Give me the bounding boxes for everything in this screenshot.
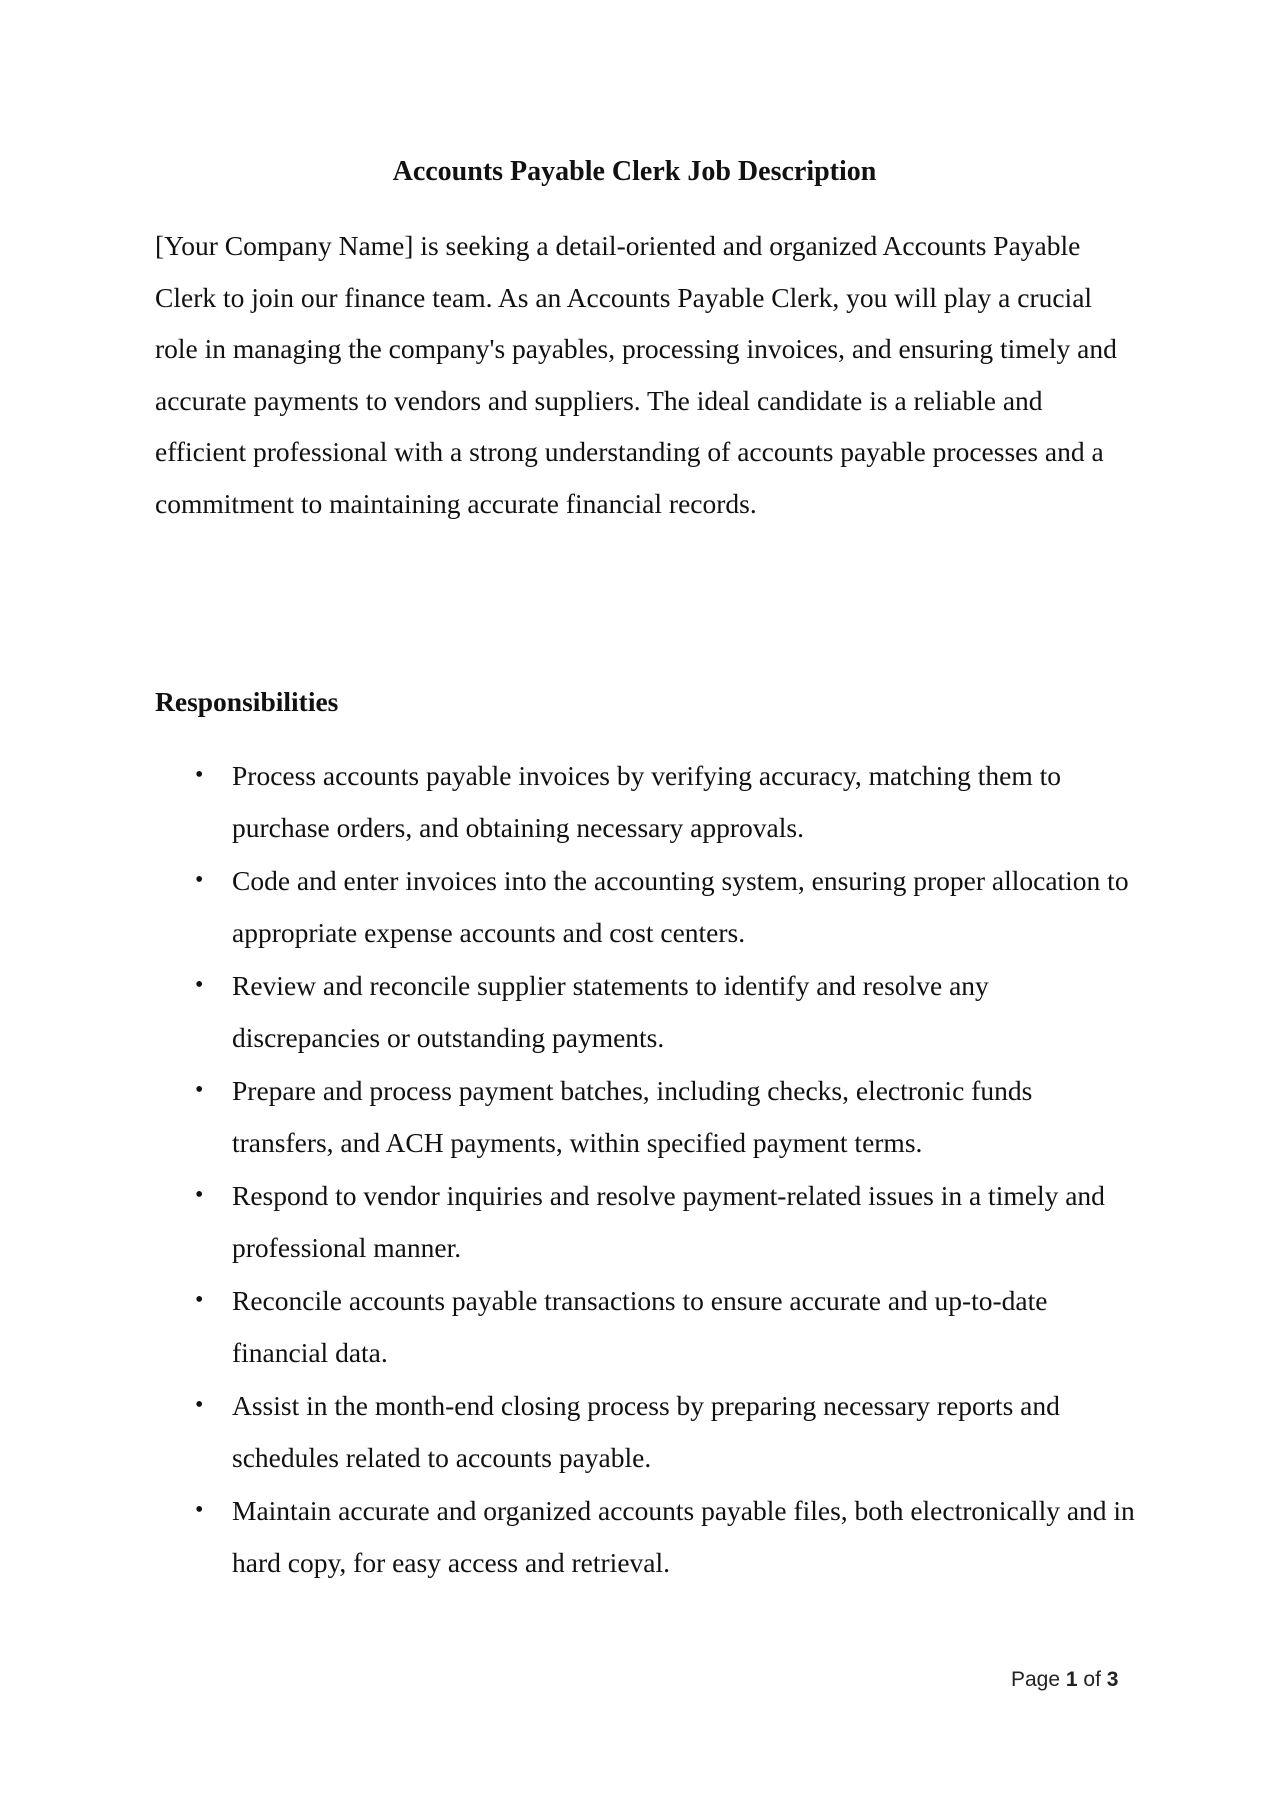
- bullet-icon: •: [195, 867, 204, 893]
- responsibilities-heading: Responsibilities: [155, 686, 339, 717]
- bullet-icon: •: [195, 762, 204, 788]
- list-item: [155, 1065, 1135, 1168]
- list-item-text: Assist in the month-end closing process by preparing necessary reports and schedules related to accounts payable.: [232, 1390, 1060, 1473]
- responsibilities-list: [155, 750, 1135, 1590]
- list-item: [155, 1275, 1135, 1378]
- bullet-icon: •: [195, 1497, 204, 1523]
- list-item-text: Maintain accurate and organized accounts payable files, both electronically and in hard copy, for easy access and retrieval.: [232, 1495, 1135, 1578]
- document-title: Accounts Payable Clerk Job Description: [392, 156, 877, 187]
- list-item-text: Code and enter invoices into the accounting system, ensuring proper allocation to appropriate expense accounts and cost centers.: [232, 865, 1129, 948]
- of-word: of: [1083, 1668, 1101, 1691]
- list-item: [155, 960, 1135, 1063]
- list-item: [155, 750, 1135, 853]
- bullet-icon: •: [195, 1392, 204, 1418]
- list-item: [155, 855, 1135, 958]
- list-item-text: Prepare and process payment batches, including checks, electronic funds transfers, and ACH payments, within specified payment terms.: [232, 1075, 1033, 1158]
- list-item: [155, 1485, 1135, 1588]
- total-pages: 3: [1106, 1668, 1119, 1691]
- list-item-text: Reconcile accounts payable transactions to ensure accurate and up-to-date financial data.: [232, 1285, 1048, 1368]
- bullet-icon: •: [195, 1077, 204, 1103]
- page-word: Page: [1011, 1668, 1061, 1691]
- bullet-icon: •: [195, 1287, 204, 1313]
- intro-paragraph: [Your Company Name] is seeking a detail-oriented and organized Accounts Payable Clerk to join our finance team. As an Accounts Payable Clerk, you will play a crucial role in managing the company's payables, processing invoices, and ensuring timely and accurate payments to vendors and suppliers. The ideal candidate is a reliable and efficient professional with a strong understanding of accounts payable processes and a commitment to maintaining accurate financial records.: [155, 230, 1117, 519]
- bullet-icon: •: [195, 1182, 204, 1208]
- list-item: [155, 1170, 1135, 1273]
- list-item: [155, 1380, 1135, 1483]
- page-number: [1011, 1665, 1118, 1695]
- current-page: 1: [1065, 1668, 1078, 1691]
- bullet-icon: •: [195, 972, 204, 998]
- list-item-text: Respond to vendor inquiries and resolve payment-related issues in a timely and professional manner.: [232, 1180, 1105, 1263]
- list-item-text: Review and reconcile supplier statements to identify and resolve any discrepancies or outstanding payments.: [232, 970, 989, 1053]
- list-item-text: Process accounts payable invoices by verifying accuracy, matching them to purchase orders, and obtaining necessary approvals.: [232, 760, 1062, 843]
